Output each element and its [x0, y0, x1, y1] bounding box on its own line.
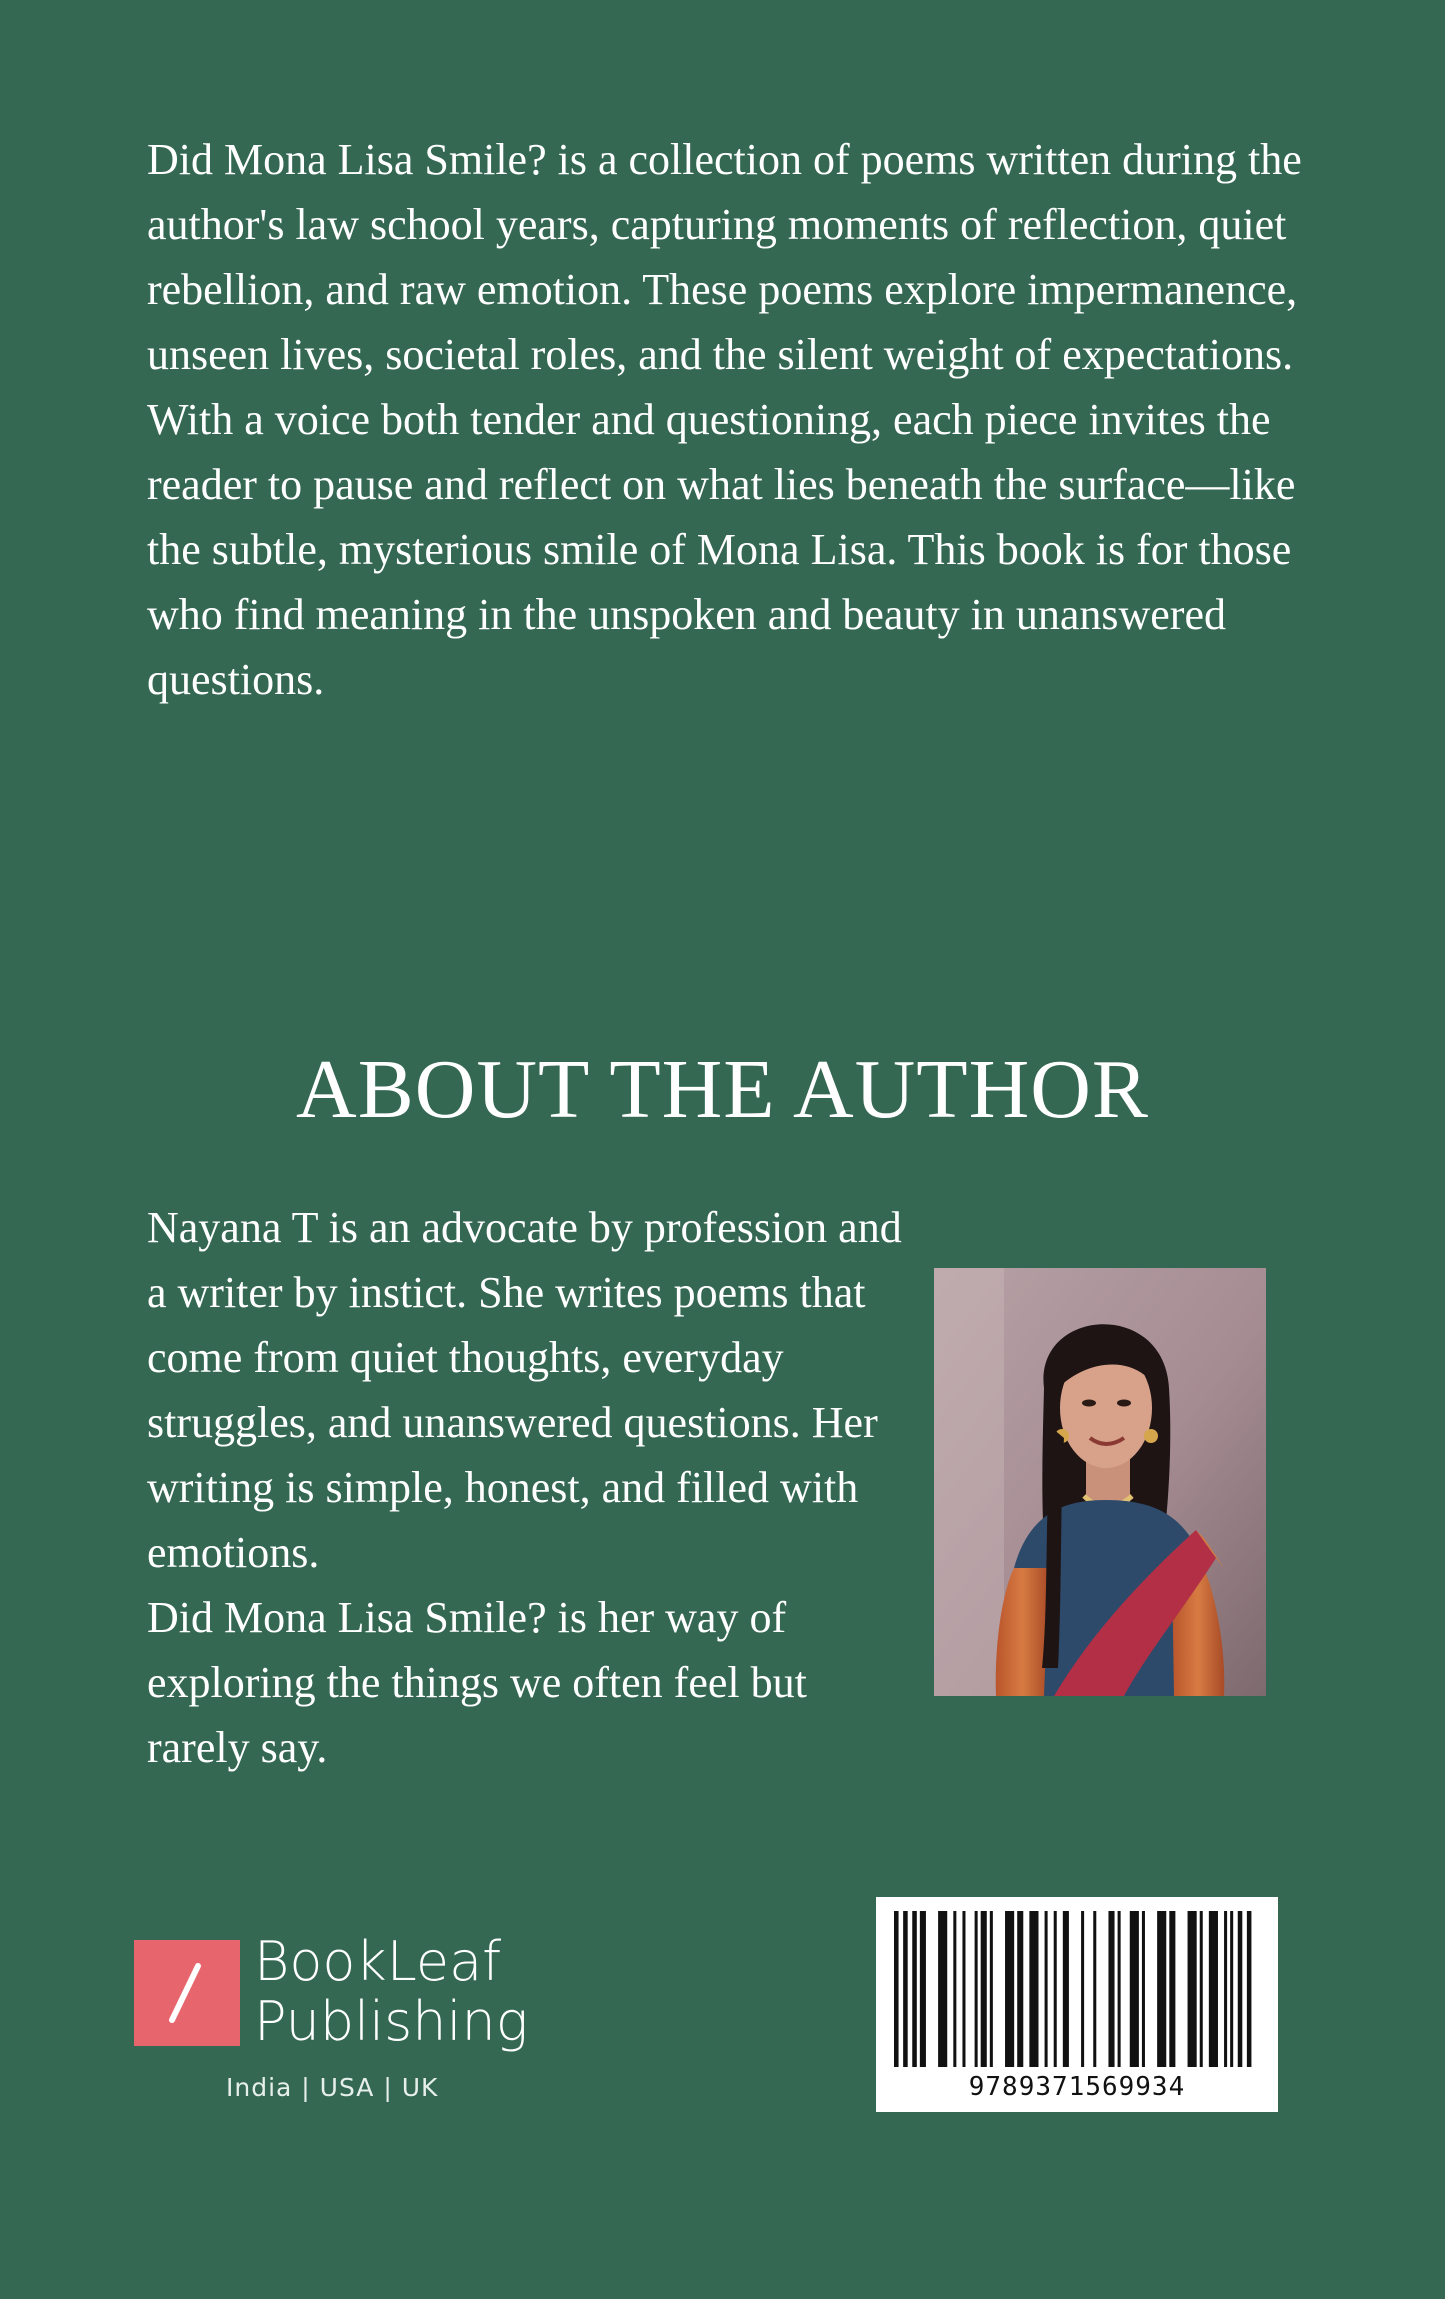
author-bio-paragraph: Did Mona Lisa Smile? is her way of exploring the things we often feel but rarely say. — [147, 1593, 807, 1772]
book-blurb: Did Mona Lisa Smile? is a collection of poems written during the author's law school years, capturing moments of reflection, quiet rebellion, and raw emotion. These poems explore impermanence, unseen lives, societal roles, and the silent weight of expectations. With a voice both tender and questioning, each piece invites the reader to pause and reflect on what lies beneath the surface—like the subtle, mysterious smile of Mona Lisa. This book is for those who find meaning in the unspoken and beauty in unanswered questions. — [147, 135, 1302, 704]
publisher-name-line: Publishing — [254, 1990, 529, 2053]
barcode-bar — [953, 1911, 956, 2067]
barcode-bar — [1081, 1911, 1084, 2067]
about-author-heading: ABOUT THE AUTHOR — [296, 1043, 1149, 1136]
barcode-bar — [1045, 1911, 1048, 2067]
barcode-bar — [1200, 1911, 1203, 2067]
barcode-bar — [1005, 1911, 1014, 2067]
publisher-regions: India | USA | UK — [226, 2073, 439, 2102]
barcode-bar — [1054, 1911, 1057, 2067]
barcode-bar — [990, 1911, 993, 2067]
barcode-bar — [1157, 1911, 1166, 2067]
barcode-bar — [1029, 1911, 1038, 2067]
barcode-bar — [1238, 1911, 1243, 2067]
isbn-barcode — [876, 1897, 1278, 2112]
barcode-bar — [1118, 1911, 1121, 2067]
publisher-name-line: BookLeaf — [254, 1930, 502, 1993]
isbn-number: 9789371569934 — [968, 2072, 1186, 2102]
author-bio — [147, 1195, 917, 1780]
barcode-bar — [894, 1911, 899, 2067]
barcode-bar — [920, 1911, 926, 2067]
barcode-bar — [938, 1911, 947, 2067]
barcode-bar — [1169, 1911, 1175, 2067]
publisher-logo — [134, 1930, 554, 2120]
barcode-bar — [1209, 1911, 1218, 2067]
barcode-bar — [1247, 1911, 1252, 2067]
barcode-bar — [1108, 1911, 1114, 2067]
barcode-bar — [1142, 1911, 1145, 2067]
barcode-bar — [1017, 1911, 1023, 2067]
barcode-bar — [975, 1911, 978, 2067]
barcode-bar — [1230, 1911, 1233, 2067]
barcode-bar — [912, 1911, 917, 2067]
barcode-bar — [1188, 1911, 1197, 2067]
barcode-bar — [1063, 1911, 1069, 2067]
author-bio-paragraph: Nayana T is an advocate by profession and a writer by instict. She writes poems that come from quiet thoughts, everyday struggles, and unanswered questions. Her writing is simple, honest, and filled with emotions. — [147, 1203, 902, 1577]
barcode-bars — [892, 1911, 1262, 2067]
barcode-bar — [1130, 1911, 1139, 2067]
barcode-bar — [962, 1911, 965, 2067]
author-photo — [934, 1268, 1266, 1696]
publisher-name — [254, 1932, 528, 2052]
barcode-bar — [1093, 1911, 1096, 2067]
barcode-bar — [903, 1911, 908, 2067]
publisher-logo-mark — [134, 1940, 240, 2046]
barcode-bar — [1224, 1911, 1227, 2067]
barcode-bar — [981, 1911, 987, 2067]
